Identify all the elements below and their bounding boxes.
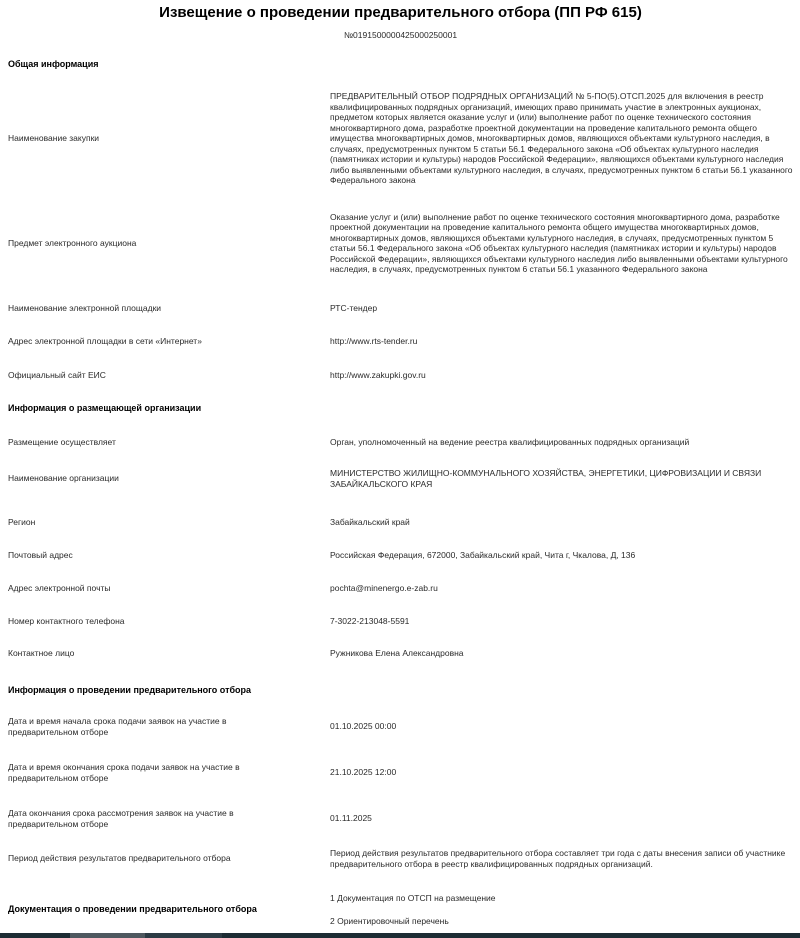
row-organization-name (8, 468, 793, 489)
row-label: Почтовый адрес (8, 549, 73, 560)
email-text: pochta@minenergo.e-zab.ru (330, 583, 438, 593)
eis-url-text: http://www.zakupki.gov.ru (330, 369, 426, 380)
row-documentation (8, 893, 793, 926)
row-eis-site (8, 370, 793, 381)
row-placed-by (8, 437, 793, 448)
row-value: 21.10.2025 12:00 (330, 767, 397, 778)
section-heading-organization-info: Информация о размещающей организации (8, 403, 202, 413)
row-platform-name (8, 303, 793, 314)
taskbar-active-button[interactable] (70, 933, 145, 938)
section-heading-selection-info: Информация о проведении предварительного отбора (8, 684, 252, 695)
row-label: Наименование организации (8, 473, 119, 484)
section-heading-general-info: Общая информация (8, 58, 99, 69)
row-region (8, 517, 793, 528)
row-results-validity-period (8, 848, 793, 869)
row-procurement-name (8, 91, 793, 186)
row-postal-address (8, 550, 793, 561)
row-label: Дата и время окончания срока подачи заявок на участие в предварительном отборе (8, 762, 240, 783)
phone-text: 7-3022-213048-5591 (330, 615, 410, 626)
row-label: Период действия результатов предварительного отбора (8, 853, 231, 864)
row-label: Адрес электронной площадки в сети «Интернет» (8, 336, 202, 346)
row-applications-end (8, 762, 793, 783)
row-phone (8, 616, 793, 627)
row-value: 01.11.2025 (330, 813, 372, 824)
taskbar (0, 933, 800, 938)
row-email (8, 583, 793, 594)
row-value: РТС-тендер (330, 302, 378, 313)
row-value: Оказание услуг и (или) выполнение работ по оценке технического состояния многоквартирного дома, разработке проектной документации на проведение капитального ремонта общего имущества многоквартирных домов, многоквартирных домов, являющихся объектами культурного наследия, в случаях, предусмотренных пунктом 5 статьи 56.1 Федерального закона «Об объектах культурного наследия (памятниках истории и культуры) народов Российской Федерации», являющихся объектами культурного наследия либо выявленными объектами культурного наследия, в случаях, предусмотренных пунктом 6 статьи 56.1 указанного Федерального закона (330, 211, 788, 274)
row-label: Официальный сайт ЕИС (8, 369, 106, 380)
row-value: Орган, уполномоченный на ведение реестра квалифицированных подрядных организаций (330, 436, 690, 447)
row-applications-start (8, 716, 793, 737)
row-value: МИНИСТЕРСТВО ЖИЛИЩНО-КОММУНАЛЬНОГО ХОЗЯЙСТВА, ЭНЕРГЕТИКИ, ЦИФРОВИЗАЦИИ И СВЯЗИ ЗАБАЙКАЛЬСКОГО КРАЯ (330, 468, 762, 489)
row-label: Дата и время начала срока подачи заявок на участие в предварительном отборе (8, 716, 227, 737)
row-label: Дата окончания срока рассмотрения заявок на участие в предварительном отборе (8, 808, 234, 829)
taskbar-button[interactable] (145, 933, 222, 938)
row-auction-subject (8, 212, 793, 275)
row-value: 01.10.2025 00:00 (330, 721, 397, 732)
platform-url-text: http://www.rts-tender.ru (330, 336, 418, 346)
documentation-heading-label: Документация о проведении предварительного отбора (8, 904, 257, 915)
row-label: Адрес электронной почты (8, 583, 111, 593)
row-value: Период действия результатов предварительного отбора составляет три года с даты внесения записи об участнике предварительного отбора в реестр квалифицированных подрядных организаций. (330, 848, 786, 869)
documentation-list (330, 893, 793, 926)
row-value: Российская Федерация, 672000, Забайкальский край, Чита г, Чкалова, Д, 136 (330, 549, 636, 560)
row-label: Номер контактного телефона (8, 615, 125, 626)
notice-number: №0191500000425000250001 (343, 30, 458, 40)
row-label: Контактное лицо (8, 648, 75, 658)
row-label: Наименование электронной площадки (8, 302, 162, 313)
row-value: Ружникова Елена Александровна (330, 648, 464, 658)
row-label: Регион (8, 517, 36, 527)
row-platform-url (8, 336, 793, 347)
row-value: Забайкальский край (330, 517, 410, 527)
row-label: Наименование закупки (8, 133, 100, 143)
row-label: Предмет электронного аукциона (8, 237, 137, 248)
documentation-item: 2 Ориентировочный перечень (330, 915, 449, 926)
documentation-item: 1 Документация по ОТСП на размещение (330, 893, 496, 903)
row-review-end-date (8, 808, 793, 829)
row-value: ПРЕДВАРИТЕЛЬНЫЙ ОТБОР ПОДРЯДНЫХ ОРГАНИЗАЦИЙ № 5-ПО(5).ОТСП.2025 для включения в реестр квалифицированных подрядных организаций, имеющих право принимать участие в электронных аукционах, предметом которых является оказание услуг и (или) выполнение работ по оценке технического состояния многоквартирного дома, разработке проектной документации на проведение капитального ремонта общего имущества многоквартирных домов, многоквартирных домов, являющихся объектами культурного наследия, в случаях, предусмотренных пунктом 5 статьи 56.1 Федерального закона «Об объектах культурного наследия (памятниках истории и культуры) народов Российской Федерации», являющихся объектами культурного наследия либо выявленными объектами культурного наследия, в случаях, предусмотренных пунктом 6 статьи 56.1 указанного Федерального закона (330, 91, 793, 185)
row-label: Размещение осуществляет (8, 436, 116, 447)
page-title: Извещение о проведении предварительного отбора (ПП РФ 615) (159, 4, 642, 21)
row-contact-person (8, 648, 793, 659)
